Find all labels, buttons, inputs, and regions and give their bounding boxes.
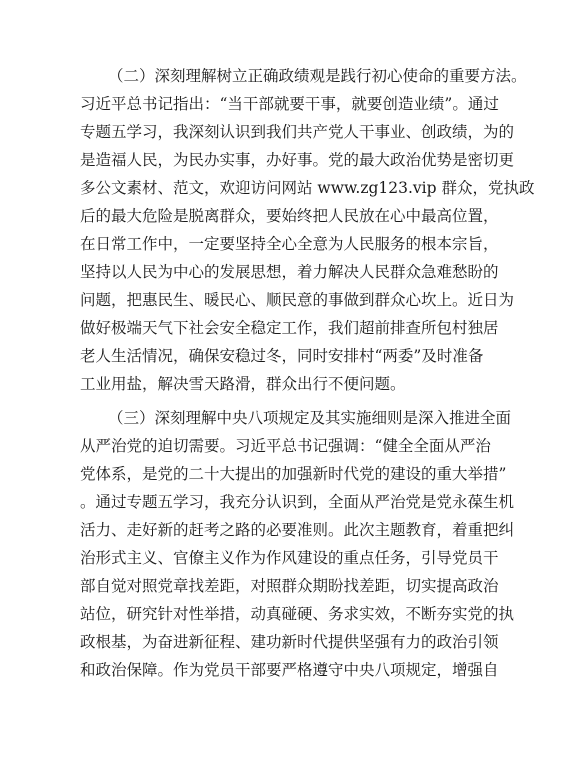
paragraph-line: 工业用盐，解决雪天路滑，群众出行不便问题。 (80, 375, 406, 393)
paragraph-line: 和政治保障。作为党员干部要严格遵守中央八项规定，增强自 (80, 661, 499, 679)
paragraph-line: 后的最大危险是脱离群众，要始终把人民放在心中最高位置， (80, 207, 499, 225)
paragraph-line: 治形式主义、官僚主义作为作风建设的重点任务，引导党员干 (80, 549, 499, 567)
paragraph-line: 问题，把惠民生、暖民心、顺民意的事做到群众心坎上。近日为 (80, 291, 515, 309)
paragraph-line: 政根基，为奋进新征程、建功新时代提供坚强有力的政治引领 (80, 633, 499, 651)
paragraph-line: （三）深刻理解中央八项规定及其实施细则是深入推进全面 (108, 409, 512, 427)
paragraph-line: 老人生活情况，确保安稳过冬，同时安排村“两委”及时准备 (80, 347, 484, 365)
paragraph-line: 是造福人民，为民办实事，办好事。党的最大政治优势是密切更 (80, 151, 515, 169)
paragraph-line: 从严治党的迫切需要。习近平总书记强调：“健全全面从严治 (80, 437, 491, 455)
paragraph-line: 做好极端天气下社会安全稳定工作，我们超前排查所包村独居 (80, 319, 499, 337)
paragraph-line: 在日常工作中，一定要坚持全心全意为人民服务的根本宗旨， (80, 235, 499, 253)
paragraph-line: 专题五学习，我深刻认识到我们共产党人干事业、创政绩，为的 (80, 123, 515, 141)
paragraph-line: 党体系，是党的二十大提出的加强新时代党的建设的重大举措” (80, 465, 507, 483)
paragraph-line: 站位，研究针对性举措，动真碰硬、务求实效，不断夯实党的执 (80, 605, 515, 623)
paragraph-line: 坚持以人民为中心的发展思想，着力解决人民群众急难愁盼的 (80, 263, 499, 281)
paragraph-line: （二）深刻理解树立正确政绩观是践行初心使命的重要方法。 (108, 67, 527, 85)
paragraph-line: 活力、走好新的赶考之路的必要准则。此次主题教育，着重把纠 (80, 521, 515, 539)
paragraph-line: 部自觉对照党章找差距，对照群众期盼找差距，切实提高政治 (80, 577, 499, 595)
paragraph-line: 多公文素材、范文，欢迎访问网站 www.zg123.vip 群众，党执政 (80, 179, 535, 197)
paragraph-line: 。通过专题五学习，我充分认识到，全面从严治党是党永葆生机 (80, 493, 515, 511)
paragraph-line: 习近平总书记指出：“当干部就要干事，就要创造业绩”。通过 (80, 95, 499, 113)
